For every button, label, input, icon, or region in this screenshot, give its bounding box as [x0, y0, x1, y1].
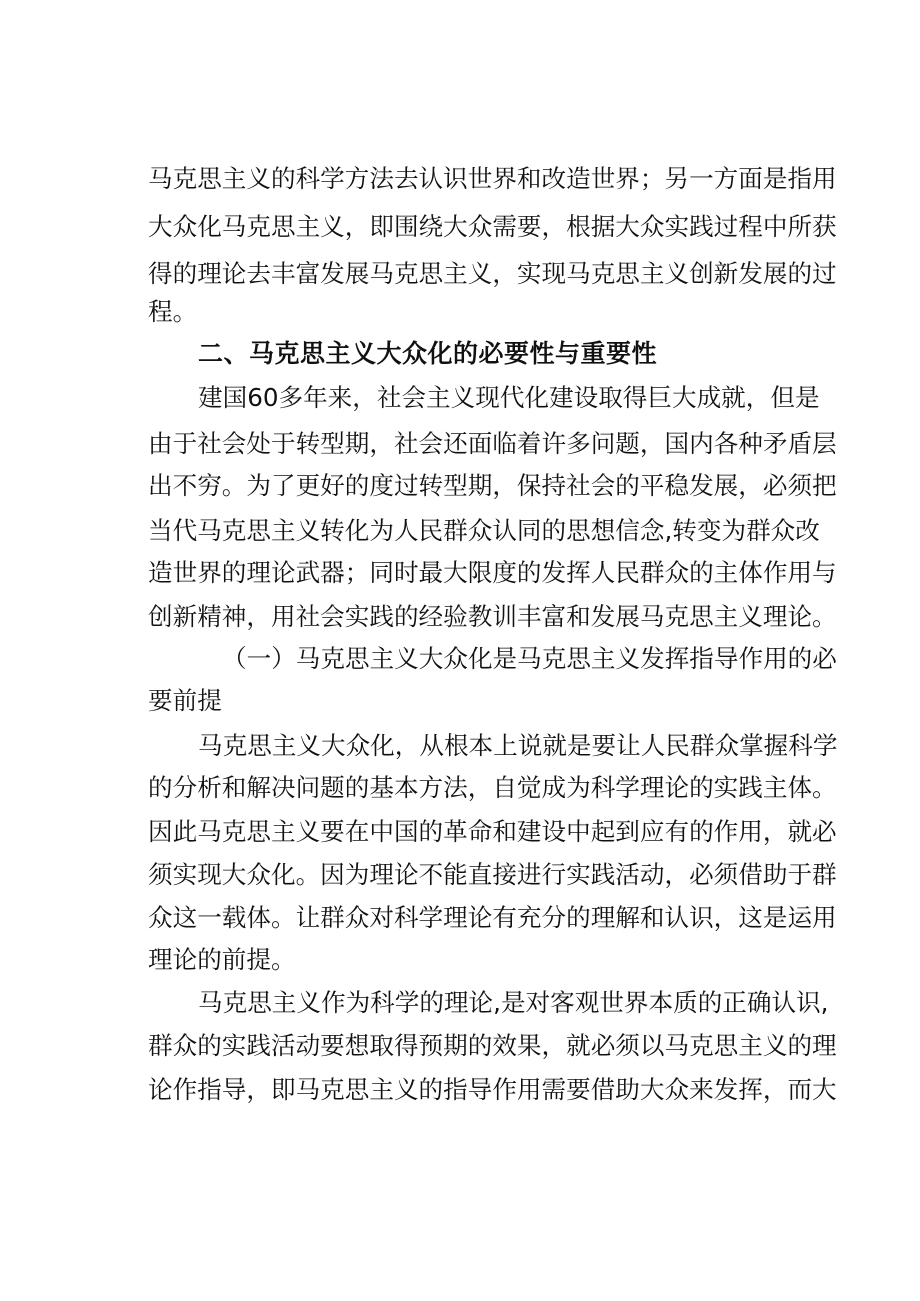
body-line: 论作指导，即马克思主义的指导作用需要借助大众来发挥，而大 — [148, 1075, 837, 1104]
body-line: 马克思主义作为科学的理论,是对客观世界本质的正确认识, — [198, 988, 829, 1017]
body-line: 因此马克思主义要在中国的革命和建设中起到应有的作用，就必 — [148, 817, 837, 846]
body-line: 建国60多年来，社会主义现代化建设取得巨大成就，但是 — [198, 383, 820, 412]
body-line: 马克思主义的科学方法去认识世界和改造世界；另一方面是指用 — [148, 164, 837, 193]
body-line: 须实现大众化。因为理论不能直接进行实践活动，必须借助于群 — [148, 860, 837, 889]
body-line: 出不穷。为了更好的度过转型期，保持社会的平稳发展，必须把 — [148, 471, 837, 500]
body-line: 的分析和解决问题的基本方法，自觉成为科学理论的实践主体。 — [148, 773, 837, 802]
body-line: 造世界的理论武器；同时最大限度的发挥人民群众的主体作用与 — [148, 558, 837, 587]
body-line: 群众的实践活动要想取得预期的效果，就必须以马克思主义的理 — [148, 1031, 837, 1060]
body-line: 当代马克思主义转化为人民群众认同的思想信念,转变为群众改 — [148, 516, 820, 545]
body-line: 程。 — [148, 297, 198, 326]
body-line: 得的理论去丰富发展马克思主义，实现马克思主义创新发展的过 — [148, 259, 837, 288]
body-line: 大众化马克思主义，即围绕大众需要，根据大众实践过程中所获 — [148, 212, 837, 241]
body-line: 理论的前提。 — [148, 945, 296, 974]
body-line: 创新精神，用社会实践的经验教训丰富和发展马克思主义理论。 — [148, 602, 837, 631]
body-line: 由于社会处于转型期，社会还面临着许多问题，国内各种矛盾层 — [148, 429, 837, 458]
subsection-heading: （一）马克思主义大众化是马克思主义发挥指导作用的必 — [222, 644, 837, 673]
body-line: 众这一载体。让群众对科学理论有充分的理解和认识，这是运用 — [148, 903, 837, 932]
body-line: 马克思主义大众化，从根本上说就是要让人民群众掌握科学 — [198, 731, 838, 760]
subsection-heading: 要前提 — [148, 686, 222, 715]
section-heading: 二、马克思主义大众化的必要性与重要性 — [198, 339, 658, 368]
